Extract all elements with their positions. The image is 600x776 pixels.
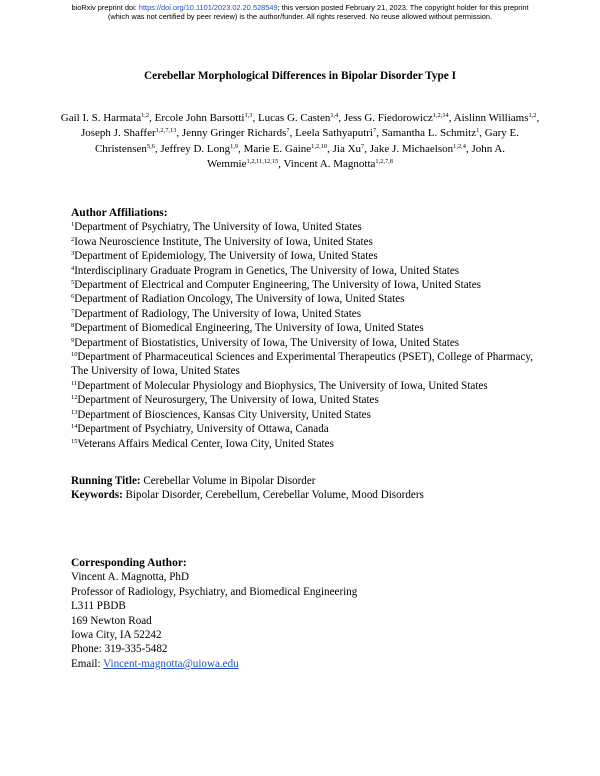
affiliation-item bbox=[71, 321, 541, 335]
email-line: Email: Vincent-magnotta@uiowa.edu bbox=[71, 657, 239, 670]
author-affiliation-sup: 7 bbox=[286, 127, 290, 135]
author-affiliation-sup: 1,2 bbox=[528, 112, 537, 119]
affiliation-text: Department of Biomedical Engineering, The University of Iowa, United States bbox=[74, 322, 424, 335]
affiliation-item bbox=[71, 422, 541, 436]
author bbox=[295, 127, 376, 139]
preprint-header-line2: (which was not certified by peer review) is the author/funder. All rights reserved. No reuse allowed without permission. bbox=[107, 12, 493, 21]
author-name: Leela Sathyaputri bbox=[295, 127, 373, 140]
author-affiliation-sup: 1,9 bbox=[230, 142, 239, 150]
corresponding-heading: Corresponding Author: bbox=[71, 557, 187, 569]
affiliation-text: Department of Biosciences, Kansas City University, United States bbox=[77, 408, 371, 421]
affiliation-item bbox=[71, 220, 541, 234]
author-name: Gail I. S. Harmata bbox=[60, 112, 142, 124]
author-name: Marie E. Gaine bbox=[243, 142, 312, 155]
affiliation-number: 4 bbox=[71, 264, 75, 272]
author-affiliation-sup: 1,4 bbox=[330, 112, 339, 119]
author bbox=[382, 127, 480, 139]
author-affiliation-sup: 1 bbox=[476, 127, 480, 135]
author bbox=[370, 143, 466, 155]
affiliation-text: Interdisciplinary Graduate Program in Genetics, The University of Iowa, United States bbox=[74, 264, 460, 277]
affiliation-number: 7 bbox=[71, 307, 75, 315]
author-name: Ercole John Barsotti bbox=[154, 112, 245, 124]
author-affiliation-sup: 1,2,14 bbox=[432, 112, 449, 119]
author-name: Gary E. Christensen bbox=[94, 127, 520, 155]
affiliation-number: 6 bbox=[71, 293, 75, 301]
author-name: Jess G. Fiedorowicz bbox=[343, 112, 433, 124]
author-name: Joseph J. Shaffer bbox=[80, 127, 156, 140]
corresponding-details bbox=[71, 570, 541, 656]
author-list: Gail I. S. Harmata$^{1,2}$, Ercole John Barsotti$^{1,3}$, Lucas G. Casten$^{1,4}$, Jess G. Fiedorowicz$^{1,2,14}$, Aislinn Williams$^{1,2}$, Joseph J. Shaffer$^{1,2,7,13}$, Jenny Gringer Richards$^7$, Leela Sathyaputri$^7$, Samantha L. Schmitz$^1$, Gary E. Christensen$^{5,6}$, Jeffrey D. Long$^{1,9}$, Marie E. Gaine$^{1,2,10}$, Jia Xu$^7$, Jake J. Michaelson$^{1,2,4}$, John A. Wemmie$^{1,2,11,12,15}$, Vincent A. Magnotta$^{1,2,7,8}$ bbox=[60, 112, 540, 171]
affiliation-item bbox=[71, 408, 541, 422]
affiliation-number: 3 bbox=[71, 250, 75, 258]
affiliation-number: 5 bbox=[71, 279, 75, 287]
author-affiliation-sup: 7 bbox=[361, 142, 365, 150]
corresponding-line: Phone: 319-335-5482 bbox=[71, 643, 168, 656]
author bbox=[160, 143, 238, 155]
header-prefix: bioRxiv preprint doi: bbox=[71, 3, 139, 12]
affiliation-item bbox=[71, 437, 541, 451]
affiliation-number: 11 bbox=[71, 379, 78, 387]
affiliation-number: 12 bbox=[71, 394, 78, 402]
author-name: Aislinn Williams bbox=[453, 112, 529, 124]
author bbox=[81, 127, 176, 139]
author-affiliation-sup: 1,2,7,13 bbox=[155, 127, 177, 135]
affiliation-text: Department of Pharmaceutical Sciences and Experimental Therapeutics (PSET), College of Pharmacy, The University of Iowa, United States bbox=[71, 351, 533, 378]
corresponding-line: Vincent A. Magnotta, PhD bbox=[71, 571, 189, 584]
affiliation-number: 2 bbox=[71, 235, 75, 243]
corresponding-line: 169 Newton Road bbox=[71, 614, 152, 627]
affiliation-item bbox=[71, 307, 541, 321]
affiliation-number: 8 bbox=[71, 322, 75, 330]
author-affiliation-sup: 1,2,7,8 bbox=[375, 158, 393, 166]
affiliation-item bbox=[71, 264, 541, 278]
affiliation-item bbox=[71, 336, 541, 350]
author-name: Samantha L. Schmitz bbox=[381, 127, 477, 140]
author-affiliation-sup: 1,2 bbox=[141, 112, 150, 119]
doi-link[interactable]: https://doi.org/10.1101/2023.02.20.528549 bbox=[138, 3, 278, 12]
affiliations-section bbox=[71, 206, 541, 451]
affiliation-text: Iowa Neuroscience Institute, The University of Iowa, United States bbox=[74, 235, 373, 248]
author bbox=[344, 112, 449, 124]
affiliation-number: 10 bbox=[71, 351, 78, 359]
affiliation-text: Department of Radiology, The University of Iowa, United States bbox=[74, 307, 362, 320]
affiliation-text: Department of Electrical and Computer Engineering, The University of Iowa, United States bbox=[74, 279, 481, 292]
author-name: Jeffrey D. Long bbox=[160, 142, 231, 155]
author bbox=[454, 112, 537, 124]
affiliation-number: 1 bbox=[71, 221, 75, 229]
preprint-header-line1 bbox=[0, 3, 600, 12]
paper-title: Cerebellar Morphological Differences in Bipolar Disorder Type I bbox=[144, 70, 456, 82]
author-name: Jia Xu bbox=[332, 142, 362, 155]
keywords: Keywords: Bipolar Disorder, Cerebellum, Cerebellar Volume, Mood Disorders bbox=[71, 489, 424, 502]
corresponding-line: Iowa City, IA 52242 bbox=[71, 629, 162, 642]
running-title: Running Title: Cerebellar Volume in Bipolar Disorder bbox=[71, 475, 316, 487]
affiliation-item bbox=[71, 292, 541, 306]
author bbox=[182, 127, 290, 139]
author-affiliation-sup: 1,2,11,12,15 bbox=[246, 158, 279, 166]
author bbox=[61, 112, 149, 124]
author-name: Vincent A. Magnotta bbox=[283, 158, 376, 171]
affiliation-item bbox=[71, 235, 541, 249]
affiliation-number: 15 bbox=[71, 437, 78, 445]
header-suffix: ; this version posted February 21, 2023. The copyright holder for this preprint bbox=[277, 3, 529, 12]
affiliation-text: Department of Neurosurgery, The University of Iowa, United States bbox=[77, 394, 379, 407]
author-name: Lucas G. Casten bbox=[257, 112, 331, 124]
affiliation-item bbox=[71, 278, 541, 292]
author-affiliation-sup: 7 bbox=[372, 127, 377, 135]
author bbox=[258, 112, 338, 124]
author-name: John A. Wemmie bbox=[207, 142, 506, 171]
affiliation-item bbox=[71, 379, 541, 393]
affiliation-number: 13 bbox=[71, 408, 78, 416]
author bbox=[333, 143, 365, 155]
affiliation-item bbox=[71, 249, 541, 263]
affiliation-text: Veterans Affairs Medical Center, Iowa City, United States bbox=[77, 437, 334, 450]
corresponding-line: L311 PBDB bbox=[71, 600, 126, 613]
affiliations-heading: Author Affiliations: bbox=[71, 207, 168, 219]
affiliation-number: 14 bbox=[71, 423, 78, 431]
affiliation-text: Department of Psychiatry, University of Ottawa, Canada bbox=[77, 423, 329, 436]
author bbox=[283, 158, 392, 170]
corresponding-line: Professor of Radiology, Psychiatry, and Biomedical Engineering bbox=[71, 585, 358, 598]
author-name: Jake J. Michaelson bbox=[369, 142, 454, 155]
affiliation-number: 9 bbox=[71, 336, 75, 344]
author bbox=[155, 112, 253, 124]
author-name: Jenny Gringer Richards bbox=[181, 127, 287, 140]
author-affiliation-sup: 1,2,4 bbox=[453, 142, 466, 150]
affiliation-item bbox=[71, 350, 541, 379]
affiliation-item bbox=[71, 393, 541, 407]
author-affiliation-sup: 5,6 bbox=[146, 142, 155, 150]
affiliation-text: Department of Biostatistics, University of Iowa, The University of Iowa, United States bbox=[74, 336, 460, 349]
email-link[interactable]: Vincent-magnotta@uiowa.edu bbox=[103, 657, 239, 670]
affiliation-text: Department of Psychiatry, The University of Iowa, United States bbox=[74, 221, 362, 234]
author-affiliation-sup: 1,2,10 bbox=[311, 142, 328, 150]
running-title-keywords bbox=[71, 474, 541, 503]
affiliation-text: Department of Molecular Physiology and Biophysics, The University of Iowa, United States bbox=[77, 379, 488, 392]
author bbox=[244, 143, 327, 155]
affiliation-text: Department of Epidemiology, The University of Iowa, United States bbox=[74, 250, 378, 263]
author-affiliation-sup: 1,3 bbox=[244, 112, 253, 119]
affiliations-list bbox=[71, 220, 541, 451]
corresponding-author-section bbox=[71, 556, 541, 671]
affiliation-text: Department of Radiation Oncology, The University of Iowa, United States bbox=[74, 293, 405, 306]
